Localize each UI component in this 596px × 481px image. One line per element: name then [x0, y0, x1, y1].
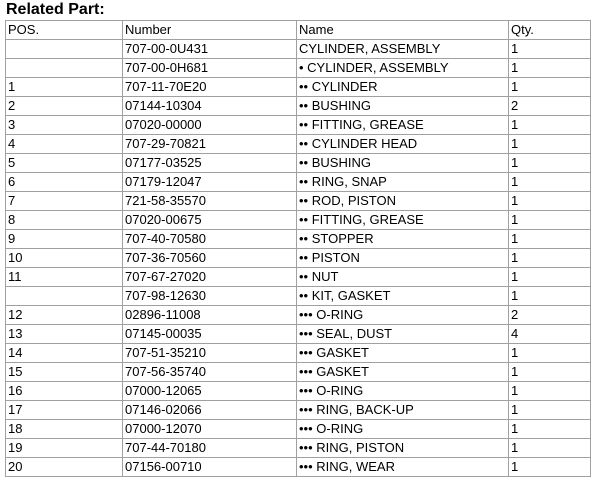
table-row [6, 363, 591, 382]
cell-qty: 1 [509, 363, 591, 382]
cell-part-number: 07000-12065 [123, 382, 297, 401]
cell-qty: 1 [509, 439, 591, 458]
cell-qty: 1 [509, 287, 591, 306]
cell-part-name: ••• O-RING [297, 420, 509, 439]
cell-part-number: 707-44-70180 [123, 439, 297, 458]
cell-part-name: •• PISTON [297, 249, 509, 268]
cell-pos: 8 [6, 211, 123, 230]
cell-pos: 12 [6, 306, 123, 325]
cell-part-number: 707-11-70E20 [123, 78, 297, 97]
cell-qty: 1 [509, 78, 591, 97]
cell-pos [6, 59, 123, 78]
cell-qty: 1 [509, 344, 591, 363]
cell-pos: 15 [6, 363, 123, 382]
table-row [6, 192, 591, 211]
cell-qty: 1 [509, 249, 591, 268]
table-row [6, 401, 591, 420]
cell-pos [6, 40, 123, 59]
cell-part-number: 07020-00675 [123, 211, 297, 230]
table-body [6, 40, 591, 477]
cell-part-number: 721-58-35570 [123, 192, 297, 211]
table-row [6, 439, 591, 458]
cell-pos: 9 [6, 230, 123, 249]
table-row [6, 420, 591, 439]
cell-part-name: • CYLINDER, ASSEMBLY [297, 59, 509, 78]
cell-part-number: 07146-02066 [123, 401, 297, 420]
cell-qty: 1 [509, 116, 591, 135]
cell-qty: 1 [509, 382, 591, 401]
cell-part-number: 707-36-70560 [123, 249, 297, 268]
cell-part-number: 07179-12047 [123, 173, 297, 192]
table-row [6, 230, 591, 249]
cell-qty: 2 [509, 97, 591, 116]
cell-pos: 2 [6, 97, 123, 116]
cell-part-number: 07177-03525 [123, 154, 297, 173]
cell-part-name: CYLINDER, ASSEMBLY [297, 40, 509, 59]
cell-qty: 1 [509, 230, 591, 249]
table-row [6, 344, 591, 363]
cell-qty: 1 [509, 268, 591, 287]
cell-part-name: •• RING, SNAP [297, 173, 509, 192]
cell-part-number: 07145-00035 [123, 325, 297, 344]
cell-part-number: 707-40-70580 [123, 230, 297, 249]
cell-pos: 13 [6, 325, 123, 344]
cell-pos: 18 [6, 420, 123, 439]
cell-pos: 16 [6, 382, 123, 401]
cell-part-name: ••• RING, BACK-UP [297, 401, 509, 420]
table-row [6, 116, 591, 135]
cell-part-number: 707-56-35740 [123, 363, 297, 382]
table-row [6, 211, 591, 230]
cell-pos: 14 [6, 344, 123, 363]
cell-qty: 1 [509, 420, 591, 439]
cell-part-name: •• STOPPER [297, 230, 509, 249]
table-row [6, 40, 591, 59]
cell-pos: 1 [6, 78, 123, 97]
table-row [6, 135, 591, 154]
cell-part-number: 707-00-0U431 [123, 40, 297, 59]
cell-part-name: •• NUT [297, 268, 509, 287]
column-header-name: Name [297, 21, 509, 40]
cell-part-number: 707-98-12630 [123, 287, 297, 306]
cell-qty: 1 [509, 401, 591, 420]
cell-pos: 4 [6, 135, 123, 154]
cell-pos: 19 [6, 439, 123, 458]
cell-part-name: ••• GASKET [297, 344, 509, 363]
table-header [6, 21, 591, 40]
table-row [6, 382, 591, 401]
table-row [6, 154, 591, 173]
cell-pos: 10 [6, 249, 123, 268]
cell-part-number: 707-00-0H681 [123, 59, 297, 78]
cell-part-name: ••• O-RING [297, 382, 509, 401]
section-title: Related Part: [6, 1, 105, 18]
cell-part-name: •• BUSHING [297, 97, 509, 116]
cell-part-name: ••• SEAL, DUST [297, 325, 509, 344]
cell-part-name: •• FITTING, GREASE [297, 211, 509, 230]
cell-qty: 1 [509, 135, 591, 154]
table-row [6, 325, 591, 344]
cell-part-name: •• CYLINDER HEAD [297, 135, 509, 154]
column-header-qty: Qty. [509, 21, 591, 40]
cell-qty: 1 [509, 173, 591, 192]
cell-part-name: •• BUSHING [297, 154, 509, 173]
table-row [6, 97, 591, 116]
table-row [6, 173, 591, 192]
cell-part-name: ••• GASKET [297, 363, 509, 382]
cell-qty: 1 [509, 458, 591, 477]
cell-qty: 4 [509, 325, 591, 344]
table-row [6, 268, 591, 287]
table-row [6, 306, 591, 325]
cell-part-number: 707-51-35210 [123, 344, 297, 363]
cell-qty: 1 [509, 40, 591, 59]
cell-part-number: 707-29-70821 [123, 135, 297, 154]
cell-part-name: •• CYLINDER [297, 78, 509, 97]
cell-pos: 6 [6, 173, 123, 192]
cell-qty: 1 [509, 154, 591, 173]
cell-qty: 1 [509, 59, 591, 78]
column-header-pos: POS. [6, 21, 123, 40]
related-parts-table [5, 20, 591, 477]
cell-part-number: 07000-12070 [123, 420, 297, 439]
cell-pos: 20 [6, 458, 123, 477]
header-row [6, 21, 591, 40]
cell-qty: 2 [509, 306, 591, 325]
table-row [6, 78, 591, 97]
cell-part-number: 07156-00710 [123, 458, 297, 477]
cell-part-name: ••• O-RING [297, 306, 509, 325]
cell-pos [6, 287, 123, 306]
cell-part-name: •• ROD, PISTON [297, 192, 509, 211]
table-row [6, 458, 591, 477]
cell-part-number: 07020-00000 [123, 116, 297, 135]
cell-pos: 5 [6, 154, 123, 173]
cell-part-name: ••• RING, PISTON [297, 439, 509, 458]
cell-part-number: 07144-10304 [123, 97, 297, 116]
table-row [6, 287, 591, 306]
cell-pos: 11 [6, 268, 123, 287]
cell-part-name: ••• RING, WEAR [297, 458, 509, 477]
cell-qty: 1 [509, 211, 591, 230]
cell-qty: 1 [509, 192, 591, 211]
column-header-number: Number [123, 21, 297, 40]
table-row [6, 249, 591, 268]
cell-part-name: •• KIT, GASKET [297, 287, 509, 306]
cell-part-name: •• FITTING, GREASE [297, 116, 509, 135]
cell-part-number: 02896-11008 [123, 306, 297, 325]
cell-pos: 17 [6, 401, 123, 420]
cell-part-number: 707-67-27020 [123, 268, 297, 287]
table-row [6, 59, 591, 78]
cell-pos: 3 [6, 116, 123, 135]
cell-pos: 7 [6, 192, 123, 211]
